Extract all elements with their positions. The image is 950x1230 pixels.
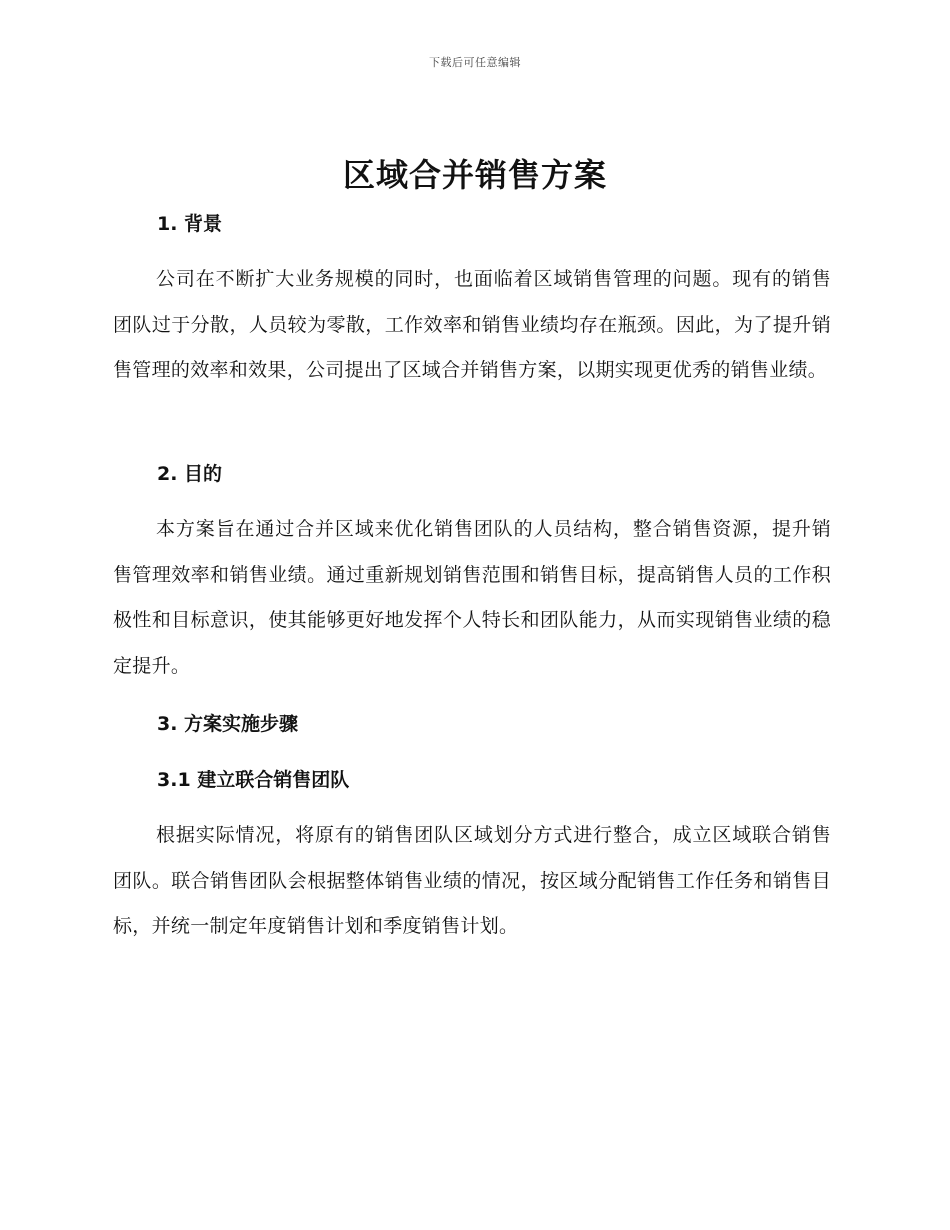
document-title: 区域合并销售方案 bbox=[342, 156, 607, 194]
section-heading-purpose: 2. 目的 bbox=[157, 463, 223, 485]
section-paragraph-purpose: 本方案旨在通过合并区域来优化销售团队的人员结构，整合销售资源，提升销售管理效率和销售业绩。通过重新规划销售范围和销售目标，提高销售人员的工作积极性和目标意识，使其能够更好地发挥个人特长和团队能力，从而实现销售业绩的稳定提升。 bbox=[113, 518, 831, 677]
subsection-paragraph-joint-team: 根据实际情况，将原有的销售团队区域划分方式进行整合，成立区域联合销售团队。联合销售团队会根据整体销售业绩的情况，按区域分配销售工作任务和销售目标，并统一制定年度销售计划和季度销售计划。 bbox=[113, 824, 831, 937]
page-header-note: 下载后可任意编辑 bbox=[429, 56, 521, 69]
subsection-heading-joint-team: 3.1 建立联合销售团队 bbox=[157, 769, 350, 791]
section-heading-background: 1. 背景 bbox=[157, 213, 223, 235]
section-heading-implementation: 3. 方案实施步骤 bbox=[157, 713, 299, 735]
section-paragraph-background: 公司在不断扩大业务规模的同时，也面临着区域销售管理的问题。现有的销售团队过于分散，人员较为零散，工作效率和销售业绩均存在瓶颈。因此，为了提升销售管理的效率和效果，公司提出了区域合并销售方案，以期实现更优秀的销售业绩。 bbox=[113, 268, 831, 381]
